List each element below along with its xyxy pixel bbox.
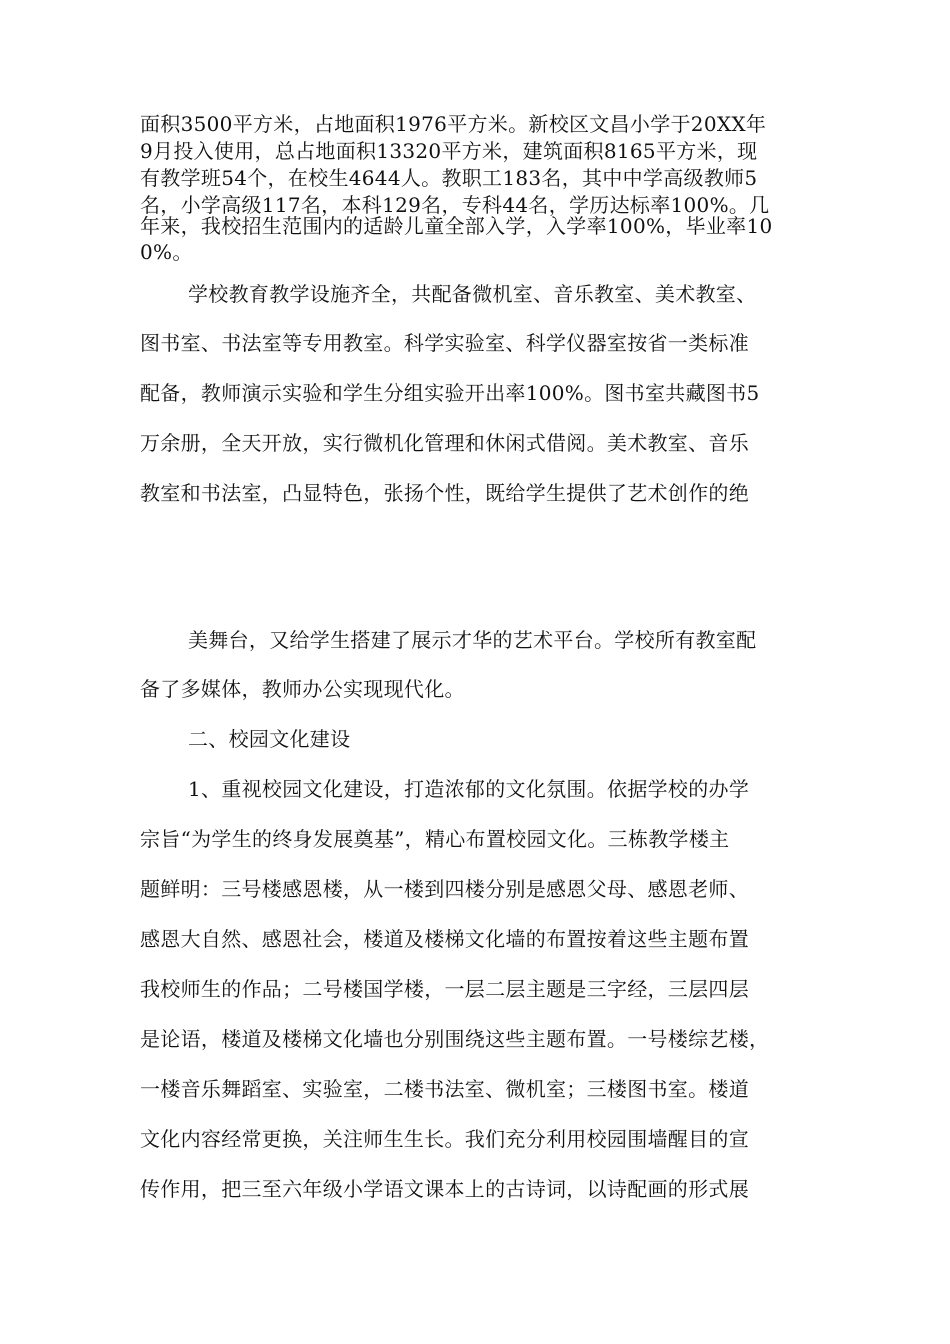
text-line: 年来，我校招生范围内的适龄儿童全部入学，入学率100%，毕业率10: [140, 214, 773, 238]
text-line: 文化内容经常更换，关注师生生长。我们充分利用校园围墙醒目的宣: [140, 1127, 749, 1151]
text-line: 一楼音乐舞蹈室、实验室，二楼书法室、微机室；三楼图书室。楼道: [140, 1077, 749, 1101]
text-line: 配备，教师演示实验和学生分组实验开出率100%。图书室共藏图书5: [140, 381, 760, 405]
text-line: 9月投入使用，总占地面积13320平方米，建筑面积8165平方米，现: [140, 139, 758, 163]
text-line: 备了多媒体，教师办公实现现代化。: [140, 677, 465, 701]
text-line: 有教学班54个，在校生4644人。教职工183名，其中中学高级教师5: [140, 166, 758, 190]
text-line: 教室和书法室，凸显特色，张扬个性，既给学生提供了艺术创作的绝: [140, 481, 749, 505]
text-line: 0%。: [140, 240, 193, 264]
text-line: 图书室、书法室等专用教室。科学实验室、科学仪器室按省一类标准: [140, 331, 749, 355]
paragraph-first-line: 美舞台，又给学生搭建了展示才华的艺术平台。学校所有教室配: [188, 628, 757, 652]
text-line: 名，小学高级117名，本科129名，专科44名，学历达标率100%。几: [140, 193, 770, 217]
text-line: 传作用，把三至六年级小学语文课本上的古诗词，以诗配画的形式展: [140, 1177, 749, 1201]
paragraph-first-line: 学校教育教学设施齐全，共配备微机室、音乐教室、美术教室、: [188, 282, 757, 306]
text-line: 题鲜明：三号楼感恩楼，从一楼到四楼分别是感恩父母、感恩老师、: [140, 877, 749, 901]
paragraph-first-line: 1、重视校园文化建设，打造浓郁的文化氛围。依据学校的办学: [188, 777, 750, 801]
text-line: 宗旨“为学生的终身发展奠基”，精心布置校园文化。三栋教学楼主: [140, 827, 730, 851]
text-line: 是论语，楼道及楼梯文化墙也分别围绕这些主题布置。一号楼综艺楼，: [140, 1027, 770, 1051]
text-line: 感恩大自然、感恩社会，楼道及楼梯文化墙的布置按着这些主题布置: [140, 927, 749, 951]
text-line: 面积3500平方米，占地面积1976平方米。新校区文昌小学于20XX年: [140, 112, 767, 136]
text-line: 我校师生的作品；二号楼国学楼，一层二层主题是三字经，三层四层: [140, 977, 749, 1001]
section-heading: 二、校园文化建设: [188, 727, 351, 751]
text-line: 万余册，全天开放，实行微机化管理和休闲式借阅。美术教室、音乐: [140, 431, 749, 455]
